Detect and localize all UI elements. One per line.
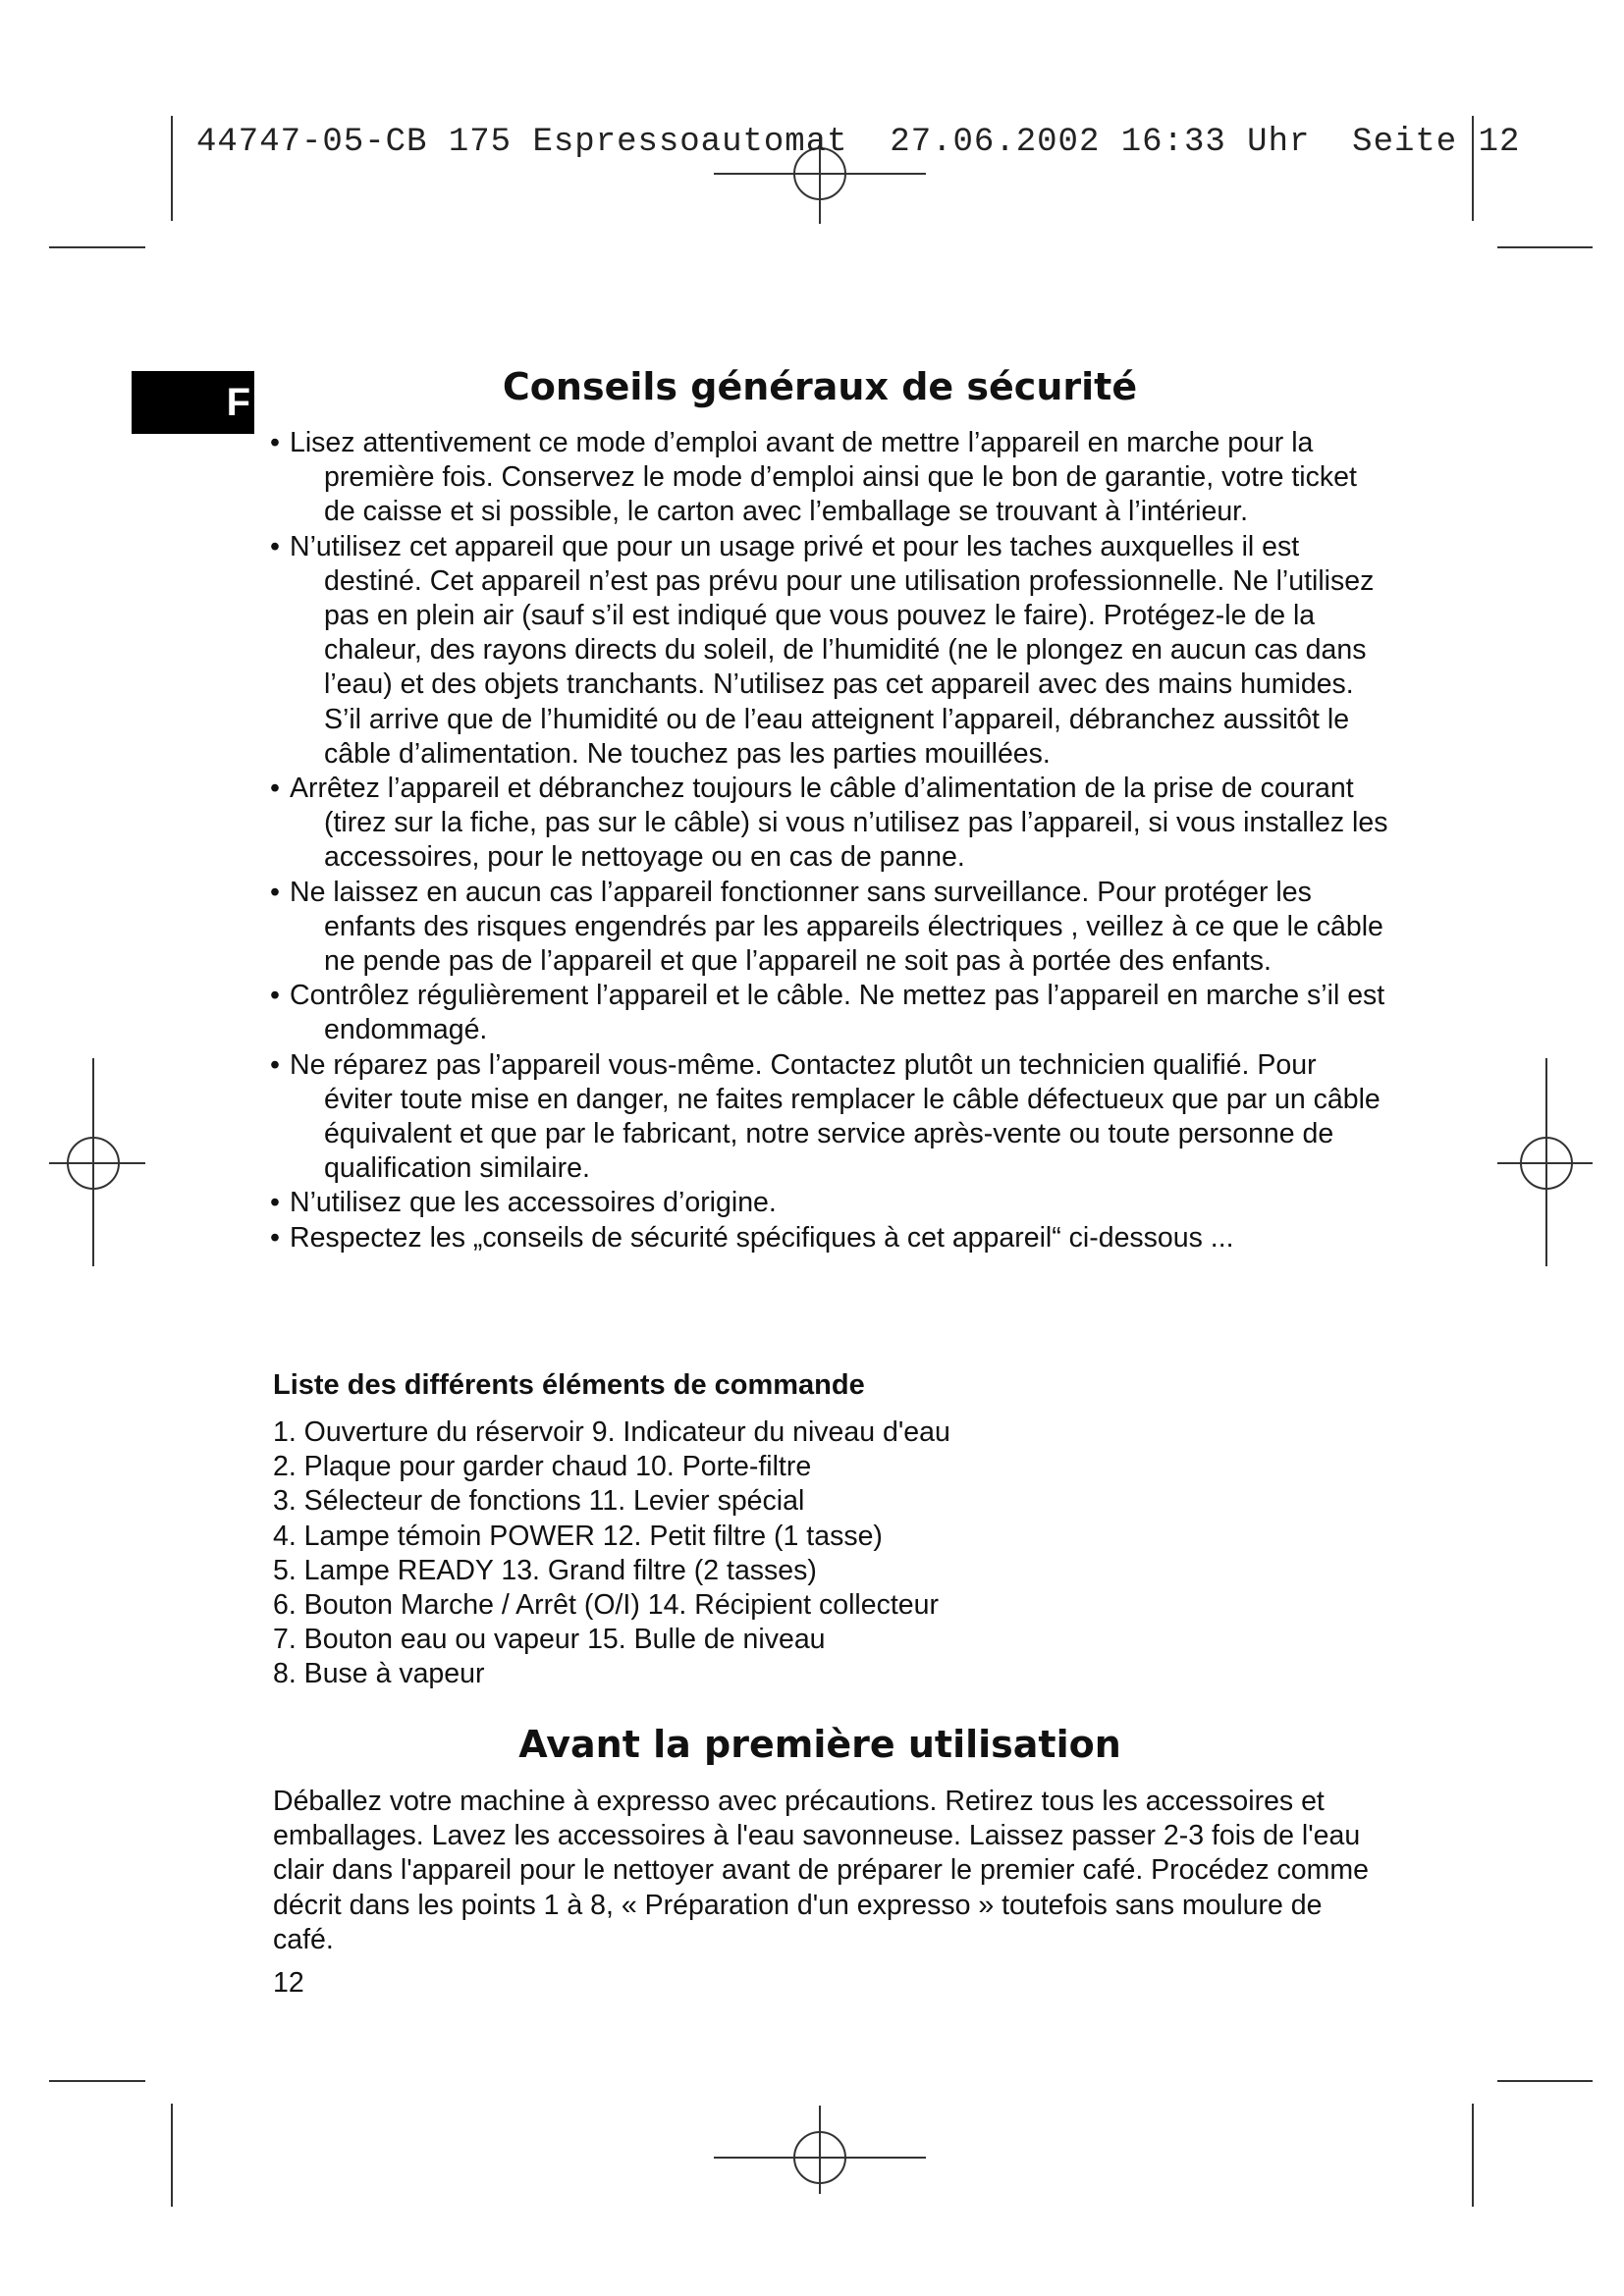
list-item: • Lisez attentivement ce mode d’emploi avant de mettre l’appareil en marche pour la première fois. Conservez le mode d’emploi ainsi que le bon de garantie, votre ticket de caisse et si possible, le carton avec l’emballage se trouvant à l’intérieur. [270,427,1357,528]
list-item: 4. Lampe témoin POWER 12. Petit filtre (1 tasse) [273,1520,883,1552]
controls-heading: Liste des différents éléments de commande [273,1369,865,1401]
list-item: 5. Lampe READY 13. Grand filtre (2 tasses) [273,1554,817,1586]
controls-list [273,1415,950,1692]
list-item: 6. Bouton Marche / Arrêt (O/I) 14. Récipient collecteur [273,1589,939,1622]
safety-heading: Conseils généraux de sécurité [502,365,1138,408]
list-item: • Arrêtez l’appareil et débranchez toujours le câble d’alimentation de la prise de courant (tirez sur la fiche, pas sur le câble) si vous n’utilisez pas l’appareil, si vous installez les accessoires, pour le nettoyage ou en cas de panne. [270,773,1388,874]
list-item: 3. Sélecteur de fonctions 11. Levier spécial [273,1485,805,1518]
list-item: • N’utilisez cet appareil que pour un usage privé et pour les taches auxquelles il est destiné. Cet appareil n’est pas prévu pour une utilisation professionnelle. Ne l’utilisez pas en plein air (sauf s’il est indiqué que vous pouvez le faire). Protégez-le de la chaleur, des rayons directs du soleil, de l’humidité (ne le plongez en aucun cas dans l’eau) et des objets tranchants. N’utilisez pas cet appareil avec des mains humides. S’il arrive que de l’humidité ou de l’eau atteignent l’appareil, débranchez aussitôt le câble d’alimentation. Ne touchez pas les parties mouillées. [270,530,1375,770]
safety-list [270,426,1389,1255]
list-item: • Contrôlez régulièrement l’appareil et le câble. Ne mettez pas l’appareil en marche s’il est endommagé. [270,980,1385,1046]
list-item: 7. Bouton eau ou vapeur 15. Bulle de niveau [273,1624,826,1656]
language-tab: F [132,371,254,434]
list-item: 1. Ouverture du réservoir 9. Indicateur du niveau d'eau [273,1416,950,1448]
print-slug: 44747-05-CB 175 Espressoautomat 27.06.2002 16:33 Uhr Seite 12 [196,124,1521,161]
first-use-paragraph: Déballez votre machine à expresso avec précautions. Retirez tous les accessoires et emballages. Lavez les accessoires à l'eau savonneuse. Laissez passer 2-3 fois de l'eau clair dans l'appareil pour le nettoyer avant de préparer le premier café. Procédez comme décrit dans les points 1 à 8, « Préparation d'un expresso » toutefois sans moulure de café. [273,1786,1369,1955]
list-item: • N’utilisez que les accessoires d’origine. [270,1187,777,1219]
list-item: • Ne réparez pas l’appareil vous-même. Contactez plutôt un technicien qualifié. Pour éviter toute mise en danger, ne faites remplacer le câble défectueux que par un câble équivalent et que par le fabricant, notre service après-vente ou toute personne de qualification similaire. [270,1048,1380,1185]
first-use-heading: Avant la première utilisation [518,1723,1121,1766]
list-item: • Ne laissez en aucun cas l’appareil fonctionner sans surveillance. Pour protéger les enfants des risques engendrés par les appareils électriques , veillez à ce que le câble ne pende pas de l’appareil et que l’appareil ne soit pas à portée des enfants. [270,876,1383,978]
list-item: 2. Plaque pour garder chaud 10. Porte-filtre [273,1451,812,1483]
page-number: 12 [273,1967,304,1999]
list-item: • Respectez les „conseils de sécurité spécifiques à cet appareil“ ci-dessous ... [270,1221,1234,1254]
list-item: 8. Buse à vapeur [273,1658,485,1690]
